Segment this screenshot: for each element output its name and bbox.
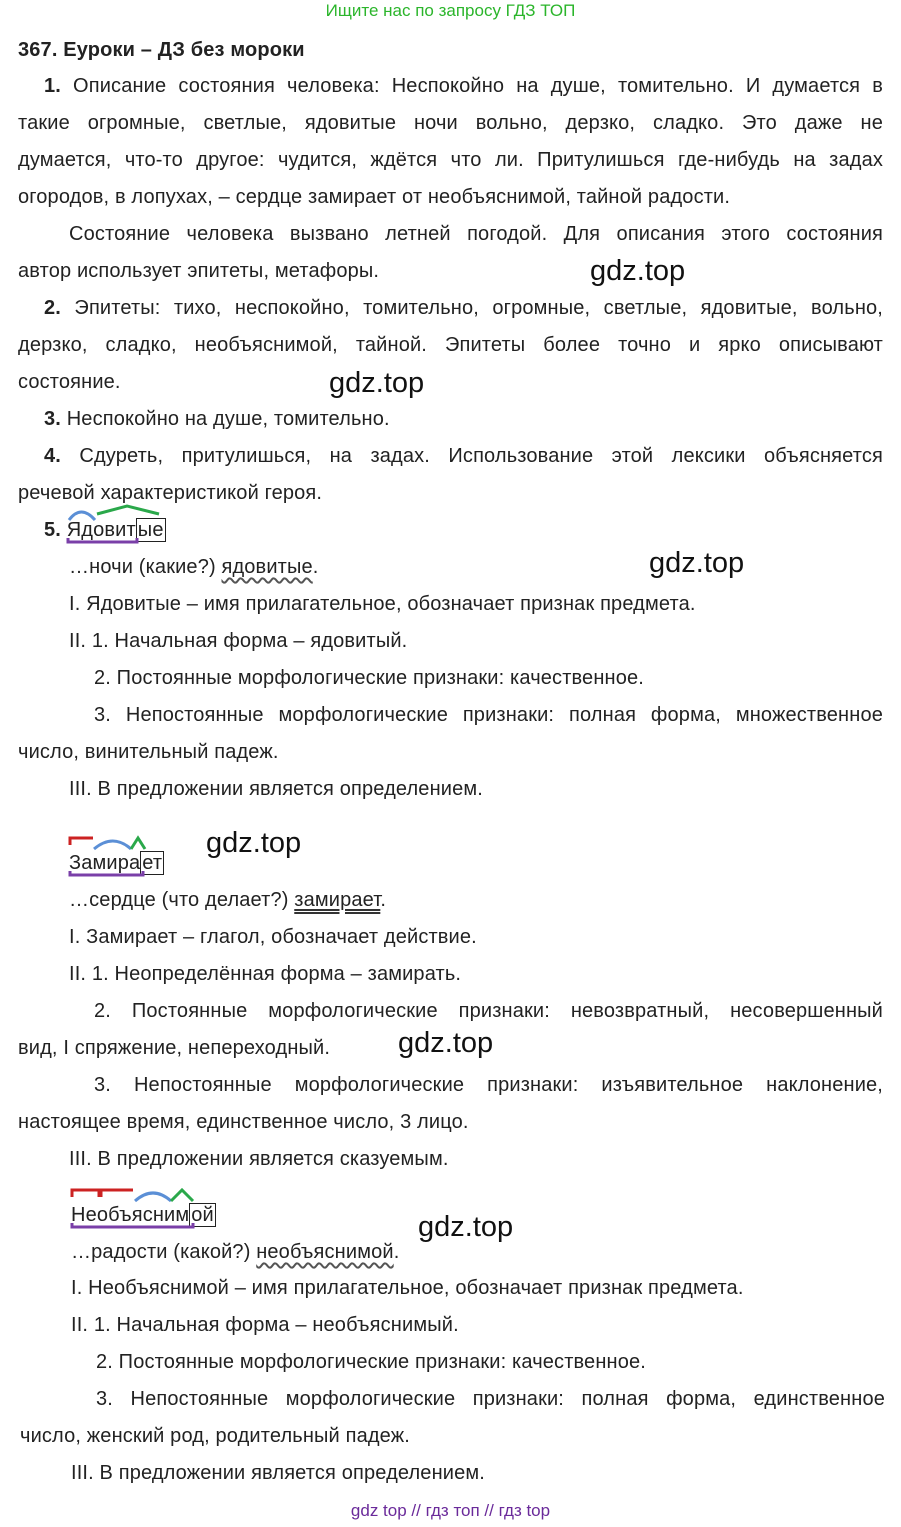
suffix-mark xyxy=(97,506,159,514)
p1-line-2: такие огромные, светлые, ядовитые ночи вольно, дерзко, сладко. Это даже не xyxy=(18,112,883,134)
p1-line-4: огородов, в лопухах, – сердце замирает от необъяснимой, тайной радости. xyxy=(18,186,731,208)
stem-bracket xyxy=(68,538,137,542)
word-ending: ой xyxy=(191,1204,214,1226)
stem-bracket xyxy=(70,871,143,875)
wavy-word: ядовитые xyxy=(221,556,313,578)
text: Описание состояния человека: Неспокойно на душе, томительно. И думается в xyxy=(73,75,883,97)
watermark: gdz.top xyxy=(418,1211,514,1243)
search-banner[interactable]: Ищите нас по запросу ГДЗ ТОП xyxy=(325,1,576,20)
w3-context xyxy=(71,1240,399,1264)
root-arc xyxy=(135,1193,171,1201)
word-stem: Замира xyxy=(69,852,141,874)
w2-ii3b: настоящее время, единственное число, 3 лицо. xyxy=(18,1111,469,1133)
morpheme-marks xyxy=(69,835,179,881)
item-number: 3. xyxy=(44,408,61,430)
morpheme-word-2 xyxy=(69,851,164,875)
prefix-mark-1 xyxy=(72,1190,99,1197)
text: . xyxy=(393,1241,400,1263)
p2-line-1 xyxy=(18,296,883,320)
item-number: 5. xyxy=(44,519,61,541)
suffix-mark xyxy=(131,838,145,849)
item-number: 2. xyxy=(44,297,61,319)
w1-i: I. Ядовитые – имя прилагательное, обозначает признак предмета. xyxy=(69,593,696,615)
text: …радости (какой?) xyxy=(71,1241,257,1263)
p5-word-2 xyxy=(69,851,164,875)
wavy-word: необъяснимой xyxy=(256,1241,394,1263)
morpheme-word-1 xyxy=(67,518,166,542)
w2-ii1: II. 1. Неопределённая форма – замирать. xyxy=(69,963,462,985)
word-ending: ет xyxy=(142,852,163,874)
w3-i: I. Необъяснимой – имя прилагательное, обозначает признак предмета. xyxy=(71,1277,744,1299)
text: Сдуреть, притулишься, на задах. Использование этой лексики объясняется xyxy=(79,445,883,467)
w2-ii2b: вид, I спряжение, непереходный. xyxy=(18,1037,331,1059)
p1-line-6: автор использует эпитеты, метафоры. xyxy=(18,260,380,282)
item-number: 4. xyxy=(44,445,61,467)
p4-line-1 xyxy=(18,444,883,468)
p2-line-3: состояние. xyxy=(18,371,121,393)
word-stem: Необъясним xyxy=(71,1204,190,1226)
text: Неспокойно на душе, томительно. xyxy=(66,408,390,430)
w3-ii2: 2. Постоянные морфологические признаки: качественное. xyxy=(96,1351,646,1373)
item-number: 1. xyxy=(44,75,61,97)
w1-iii: III. В предложении является определением. xyxy=(69,778,483,800)
w2-ii2a: 2. Постоянные морфологические признаки: невозвратный, несовершенный xyxy=(94,1000,883,1022)
watermark: gdz.top xyxy=(206,827,302,859)
w2-context xyxy=(69,888,386,912)
prefix-mark-2 xyxy=(101,1190,133,1197)
p5-heading xyxy=(44,518,166,542)
w2-ii3a: 3. Непостоянные морфологические признаки: изъявительное наклонение, xyxy=(94,1074,883,1096)
w3-iii: III. В предложении является определением. xyxy=(71,1462,485,1484)
p2-line-2: дерзко, сладко, необъяснимой, тайной. Эпитеты более точно и ярко описывают xyxy=(18,334,883,356)
w3-ii3a: 3. Непостоянные морфологические признаки: полная форма, единственное xyxy=(96,1388,885,1410)
word-stem: Ядовит xyxy=(66,519,136,541)
root-arc xyxy=(94,841,131,849)
morpheme-word-3 xyxy=(71,1203,216,1227)
p4-line-2: речевой характеристикой героя. xyxy=(18,482,323,504)
watermark: gdz.top xyxy=(329,367,425,399)
w1-ii3a: 3. Непостоянные морфологические признаки: полная форма, множественное xyxy=(94,704,883,726)
morpheme-marks xyxy=(71,1187,231,1233)
w2-i: I. Замирает – глагол, обозначает действие. xyxy=(69,926,477,948)
prefix-mark xyxy=(70,838,93,845)
w1-ii2: 2. Постоянные морфологические признаки: качественное. xyxy=(94,667,644,689)
text: . xyxy=(380,889,387,911)
text: …сердце (что делает?) xyxy=(69,889,295,911)
text: …ночи (какие?) xyxy=(69,556,222,578)
text: . xyxy=(312,556,319,578)
w2-iii: III. В предложении является сказуемым. xyxy=(69,1148,449,1170)
p1-line-3: думается, что-то другое: чудится, ждётся что ли. Притулишься где-нибудь на задах xyxy=(18,149,883,171)
p1-line-1 xyxy=(18,74,883,98)
stem-bracket xyxy=(72,1223,193,1227)
watermark: gdz.top xyxy=(649,547,745,579)
text: Эпитеты: тихо, неспокойно, томительно, огромные, светлые, ядовитые, вольно, xyxy=(74,297,883,319)
watermark: gdz.top xyxy=(590,255,686,287)
morpheme-marks xyxy=(67,502,177,548)
p5-word-3 xyxy=(71,1203,216,1227)
double-underlined-word: замирает xyxy=(294,889,381,911)
watermark: gdz.top xyxy=(398,1027,494,1059)
root-arc xyxy=(69,512,95,520)
exercise-title: 367. Еуроки – ДЗ без мороки xyxy=(18,39,305,61)
p1-line-5: Состояние человека вызвано летней погодой. Для описания этого состояния xyxy=(69,223,883,245)
suffix-mark xyxy=(171,1190,193,1201)
w1-ii3b: число, винительный падеж. xyxy=(18,741,279,763)
word-ending: ые xyxy=(137,519,164,541)
w1-context xyxy=(69,555,318,579)
w3-ii3b: число, женский род, родительный падеж. xyxy=(20,1425,410,1447)
w3-ii1: II. 1. Начальная форма – необъяснимый. xyxy=(71,1314,459,1336)
p3-line xyxy=(44,407,390,431)
footer-links[interactable]: gdz top // гдз топ // гдз top xyxy=(350,1501,551,1520)
w1-ii1: II. 1. Начальная форма – ядовитый. xyxy=(69,630,408,652)
